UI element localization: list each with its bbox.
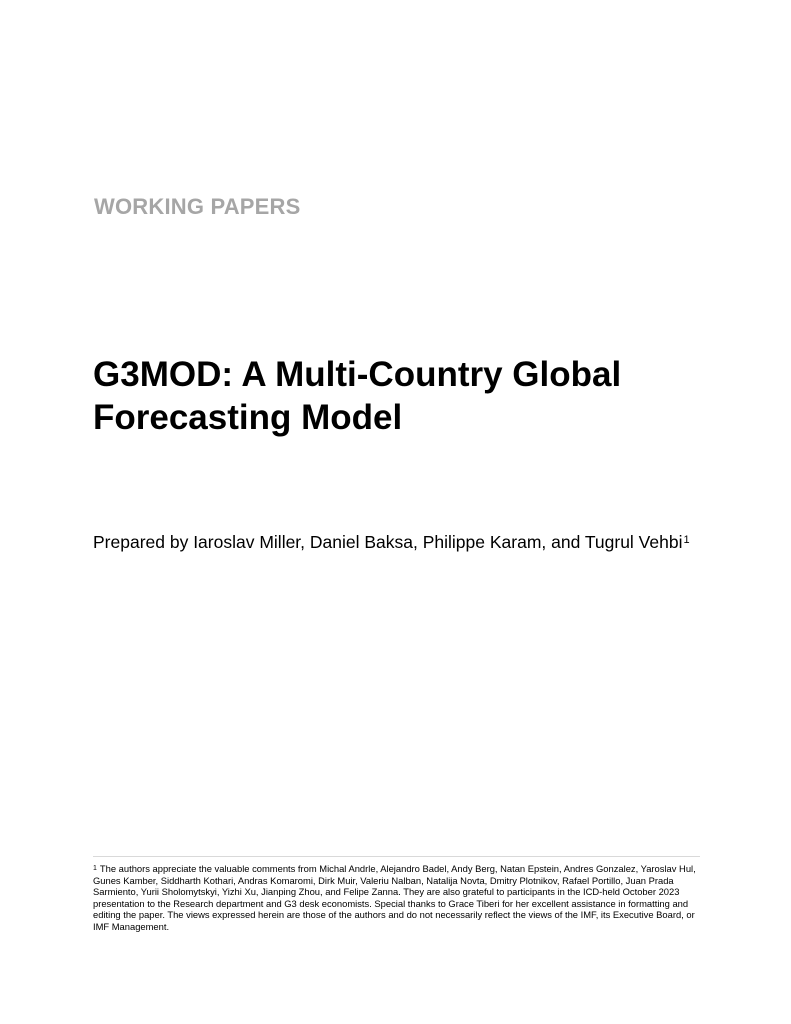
footnote-reference: 1	[683, 534, 690, 546]
author-text: Prepared by Iaroslav Miller, Daniel Baksa, Philippe Karam, and Tugrul Vehbi	[93, 532, 683, 552]
footnote-text: The authors appreciate the valuable comments from Michal Andrle, Alejandro Badel, Andy Berg, Natan Epstein, Andres Gonzalez, Yaroslav Hul, Gunes Kamber, Siddharth Kothari, Andras Komaromi, Dirk Muir, Valeriu Nalban, Natalija Novta, Dmitry Plotnikov, Rafael Portillo, Juan Prada Sarmiento, Yurii Sholomytskyi, Yizhi Xu, Jianping Zhou, and Felipe Zanna. They are also grateful to participants in the ICD-held October 2023 presentation to the Research department and G3 desk economists. Special thanks to Grace Tiberi for her excellent assistance in formatting and editing the paper. The views expressed herein are those of the authors and do not necessarily reflect the views of the IMF, its Executive Board, or IMF Management.	[93, 863, 696, 932]
author-line	[93, 530, 713, 554]
footnote-marker: 1	[93, 865, 97, 872]
paper-title-line-2: Forecasting Model	[93, 398, 403, 437]
footnote-divider	[93, 856, 700, 857]
paper-title	[93, 353, 733, 439]
series-label: WORKING PAPERS	[94, 194, 301, 219]
paper-title-line-1: G3MOD: A Multi-Country Global	[93, 355, 622, 394]
footnote	[93, 863, 703, 933]
